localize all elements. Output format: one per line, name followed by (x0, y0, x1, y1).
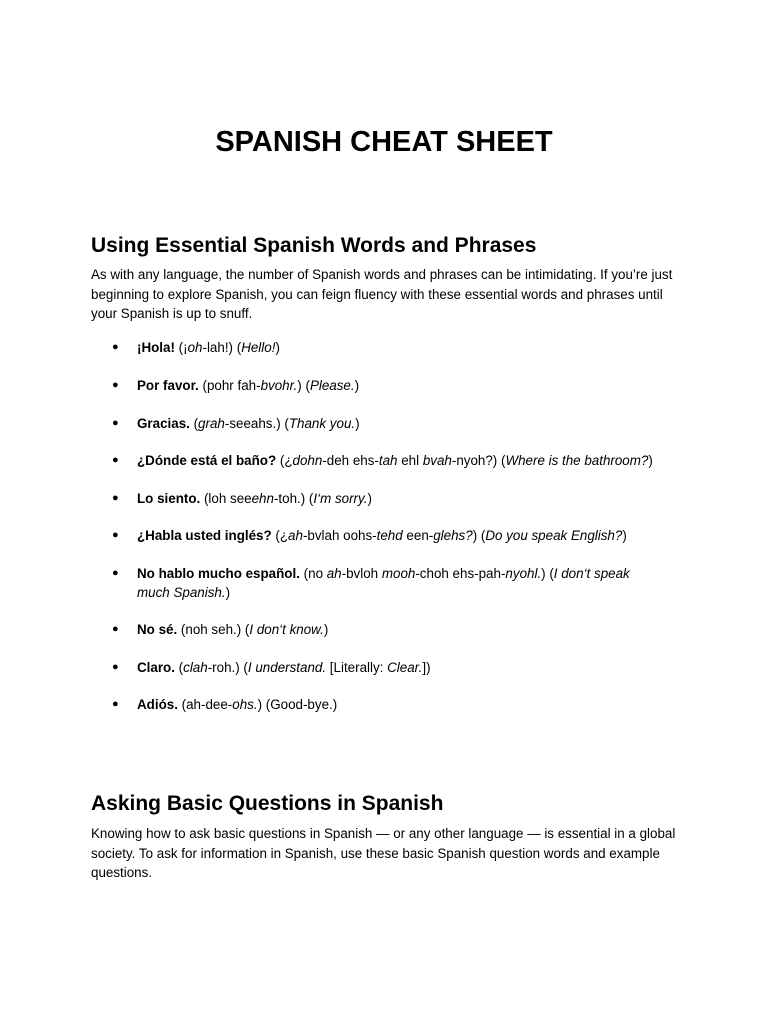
phrase-italic-run: I don‘t know. (249, 622, 324, 637)
phrase-text-run: ) ( (297, 378, 310, 393)
phrase-entry (137, 489, 677, 508)
phrase-italic-run: Where is the bathroom? (505, 453, 649, 468)
phrase-text-run: ) (354, 378, 360, 393)
phrase-spanish: Adiós. (137, 697, 178, 712)
section-intro-basic-questions: Knowing how to ask basic questions in Spanish — or any other language — is essential in a global society. To ask for information in Spanish, use these basic Spanish question words and example questions. (91, 826, 676, 880)
section-heading-essential-phrases: Using Essential Spanish Words and Phrases (91, 234, 537, 257)
phrase-italic-run: ohs. (232, 697, 258, 712)
bullet-icon: ● (112, 698, 119, 710)
phrase-text-run: ) ( (541, 566, 554, 581)
phrase-text-run: ]) (422, 660, 431, 675)
phrase-spanish: Lo siento. (137, 491, 201, 506)
phrase-text-run: ) (355, 416, 360, 431)
phrase-spanish: Gracias. (137, 416, 190, 431)
phrase-spanish: No hablo mucho español. (137, 566, 300, 581)
phrase-italic-run: Thank you. (288, 416, 356, 431)
phrase-italic-run: tah (378, 453, 398, 468)
bullet-icon: ● (112, 454, 119, 466)
bullet-icon: ● (112, 567, 119, 579)
phrase-italic-run: ehn (251, 491, 274, 506)
phrase-text-run: (¿ (271, 528, 289, 543)
phrase-text-run: -roh.) ( (207, 660, 248, 675)
phrase-spanish: Por favor. (137, 378, 199, 393)
phrase-text-run: ( (189, 416, 199, 431)
phrase-text-run: ) (648, 453, 653, 468)
phrase-text-run: (¡ (174, 340, 188, 355)
phrase-text-run: (ah-dee- (177, 697, 233, 712)
phrase-italic-run: mooh (381, 566, 416, 581)
phrase-entry (137, 564, 657, 602)
phrase-italic-run: dohn (292, 453, 323, 468)
bullet-icon: ● (112, 379, 119, 391)
phrase-spanish: Claro. (137, 660, 175, 675)
bullet-icon: ● (112, 529, 119, 541)
phrase-entry (137, 414, 677, 433)
phrase-text-run: [Literally: (326, 660, 388, 675)
bullet-icon: ● (112, 492, 119, 504)
section-heading-basic-questions: Asking Basic Questions in Spanish (91, 792, 444, 815)
bullet-icon: ● (112, 417, 119, 429)
phrase-entry (137, 620, 677, 639)
phrase-text-run: ) (275, 340, 280, 355)
phrase-italic-run: I‘m sorry. (313, 491, 368, 506)
phrase-text-run: -deh ehs- (322, 453, 379, 468)
phrase-text-run: (¿ (276, 453, 293, 468)
phrase-italic-run: Clear. (387, 660, 423, 675)
phrase-italic-run: ah (326, 566, 342, 581)
phrase-spanish: ¿Dónde está el baño? (137, 453, 277, 468)
phrase-entry (137, 658, 677, 677)
bullet-icon: ● (112, 341, 119, 353)
phrase-italic-run: Please. (309, 378, 355, 393)
phrase-text-run: -toh.) ( (273, 491, 314, 506)
phrase-text-run: (pohr fah- (198, 378, 261, 393)
phrase-text-run: (noh seh.) ( (177, 622, 250, 637)
phrase-text-run: -bvlah oohs- (302, 528, 377, 543)
phrase-text-run: (loh see (200, 491, 252, 506)
phrase-italic-run: I understand. (247, 660, 327, 675)
phrase-italic-run: glehs? (433, 528, 473, 543)
page-title: SPANISH CHEAT SHEET (215, 126, 553, 158)
phrase-spanish: ¡Hola! (137, 340, 175, 355)
phrase-italic-run: grah (198, 416, 225, 431)
section-intro-essential-phrases: As with any language, the number of Spanish words and phrases can be intimidating. If you’re just beginning to explore Spanish, you can feign fluency with these essential words and phrases until your Spanish is up to snuff. (91, 267, 673, 321)
bullet-icon: ● (112, 661, 119, 673)
phrase-text-run: een- (402, 528, 434, 543)
phrase-italic-run: Hello! (241, 340, 276, 355)
phrase-text-run: ) (225, 585, 231, 600)
phrase-italic-run: oh (187, 340, 203, 355)
phrase-entry (137, 338, 677, 357)
phrase-italic-run: bvohr. (260, 378, 298, 393)
phrase-italic-run: ah (288, 528, 303, 543)
phrase-text-run: ) (323, 622, 329, 637)
phrase-entry (137, 695, 677, 714)
phrase-text-run: -seeahs.) ( (224, 416, 289, 431)
phrase-text-run: (no (299, 566, 327, 581)
phrase-entry (137, 451, 677, 470)
phrase-italic-run: tehd (376, 528, 403, 543)
phrase-text-run: -choh ehs-pah- (415, 566, 506, 581)
phrase-text-run: ) (367, 491, 372, 506)
phrase-entry (137, 526, 677, 545)
bullet-icon: ● (112, 623, 119, 635)
phrase-italic-run: I don‘t speak much Spanish. (137, 566, 630, 600)
phrase-text-run: ) (622, 528, 627, 543)
phrase-entry (137, 376, 677, 395)
phrase-spanish: No sé. (137, 622, 178, 637)
phrase-text-run: ) ( (472, 528, 486, 543)
phrase-italic-run: bvah (422, 453, 452, 468)
phrase-text-run: -nyoh?) ( (451, 453, 506, 468)
phrase-italic-run: nyohl. (505, 566, 542, 581)
phrase-italic-run: clah (183, 660, 208, 675)
phrase-text-run: -bvloh (341, 566, 382, 581)
phrase-spanish: ¿Habla usted inglés? (137, 528, 272, 543)
phrase-text-run: ehl (397, 453, 423, 468)
phrase-italic-run: Do you speak English? (485, 528, 623, 543)
phrase-text-run: ( (174, 660, 184, 675)
phrase-text-run: -lah!) ( (202, 340, 242, 355)
phrase-text-run: ) (Good-bye.) (257, 697, 338, 712)
